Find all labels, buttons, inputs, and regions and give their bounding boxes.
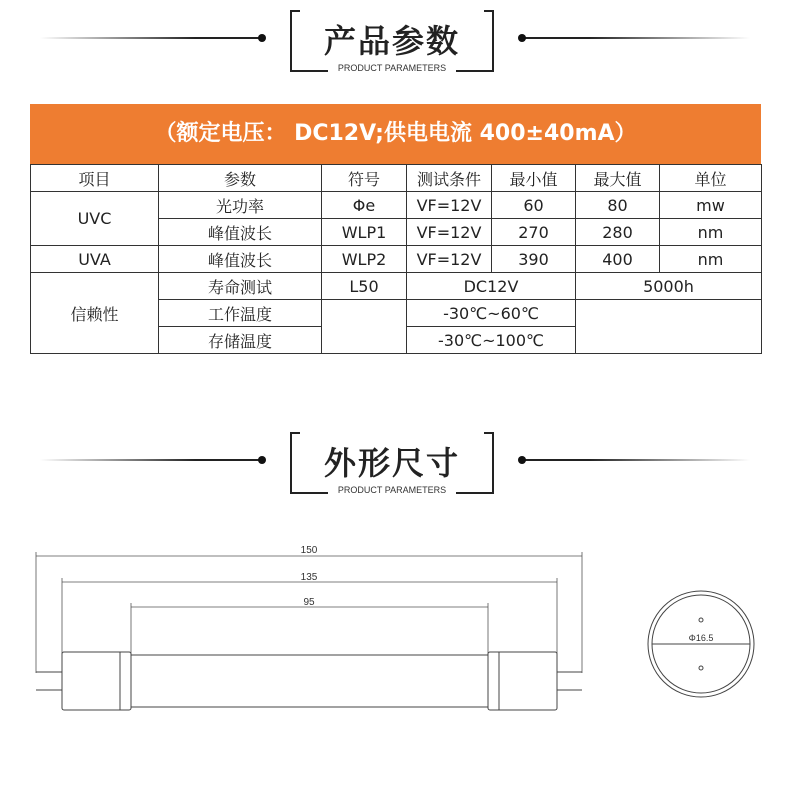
header-dot-left — [258, 456, 266, 464]
table-cell: WLP1 — [322, 219, 407, 246]
params-title: 产品参数 — [323, 22, 460, 60]
dims-section-header — [0, 422, 790, 502]
table-cell: VF=12V — [407, 219, 492, 246]
table-cell: 270 — [492, 219, 576, 246]
header-rule-left — [40, 37, 262, 39]
parameter-table — [30, 164, 762, 354]
table-cell: Φe — [322, 192, 407, 219]
table-cell: 280 — [576, 219, 660, 246]
table-header-cell: 参数 — [159, 165, 322, 192]
table-cell: 峰值波长 — [159, 246, 322, 273]
table-cell: 5000h — [576, 273, 762, 300]
table-cell-empty — [576, 300, 762, 354]
table-header-cell: 项目 — [31, 165, 159, 192]
params-section-header — [0, 0, 790, 80]
table-header-row — [31, 165, 762, 192]
table-cell: 390 — [492, 246, 576, 273]
table-cell: nm — [660, 246, 762, 273]
table-cell: 400 — [576, 246, 660, 273]
table-cell: 80 — [576, 192, 660, 219]
table-header-cell: 测试条件 — [407, 165, 492, 192]
params-subtitle: PRODUCT PARAMETERS — [337, 63, 447, 73]
table-header-cell: 最大值 — [576, 165, 660, 192]
table-cell: DC12V — [407, 273, 576, 300]
table-cell: 工作温度 — [159, 300, 322, 327]
table-cell: WLP2 — [322, 246, 407, 273]
dim-pins-label: 135 — [300, 572, 318, 583]
header-rule-right — [520, 37, 750, 39]
header-frame — [290, 432, 494, 494]
dims-subtitle: PRODUCT PARAMETERS — [337, 485, 447, 495]
table-header-cell: 符号 — [322, 165, 407, 192]
table-cell: L50 — [322, 273, 407, 300]
table-cell-empty — [322, 300, 407, 354]
tube-outline — [36, 652, 582, 710]
diameter-label: Φ16.5 — [688, 633, 714, 643]
table-cell: 存储温度 — [159, 327, 322, 354]
table-cell: mw — [660, 192, 762, 219]
table-cell: VF=12V — [407, 192, 492, 219]
table-cell: nm — [660, 219, 762, 246]
header-dot-left — [258, 34, 266, 42]
table-cell: 寿命测试 — [159, 273, 322, 300]
dimension-drawing — [0, 530, 790, 730]
dim-total-label: 150 — [300, 545, 318, 556]
header-rule-right — [520, 459, 750, 461]
rating-banner: （额定电压： DC12V;供电电流 400±40mA） — [30, 104, 761, 164]
table-cell: 峰值波长 — [159, 219, 322, 246]
dim-body-line — [131, 603, 488, 656]
dim-body-label: 95 — [303, 597, 315, 608]
table-cell: 60 — [492, 192, 576, 219]
table-cell: -30℃~60℃ — [407, 300, 576, 327]
end-view — [648, 591, 754, 697]
table-header-cell: 最小值 — [492, 165, 576, 192]
uva-label: UVA — [31, 246, 159, 273]
header-dot-right — [518, 34, 526, 42]
table-cell: VF=12V — [407, 246, 492, 273]
table-row — [31, 273, 762, 300]
header-rule-left — [40, 459, 262, 461]
table-cell: -30℃~100℃ — [407, 327, 576, 354]
table-cell: 光功率 — [159, 192, 322, 219]
header-dot-right — [518, 456, 526, 464]
table-row — [31, 246, 762, 273]
dims-title: 外形尺寸 — [323, 444, 460, 482]
reliability-label: 信赖性 — [31, 273, 159, 354]
dim-pins-line — [62, 578, 557, 656]
uvc-label: UVC — [31, 192, 159, 246]
header-frame — [290, 10, 494, 72]
table-row — [31, 192, 762, 219]
table-header-cell: 单位 — [660, 165, 762, 192]
